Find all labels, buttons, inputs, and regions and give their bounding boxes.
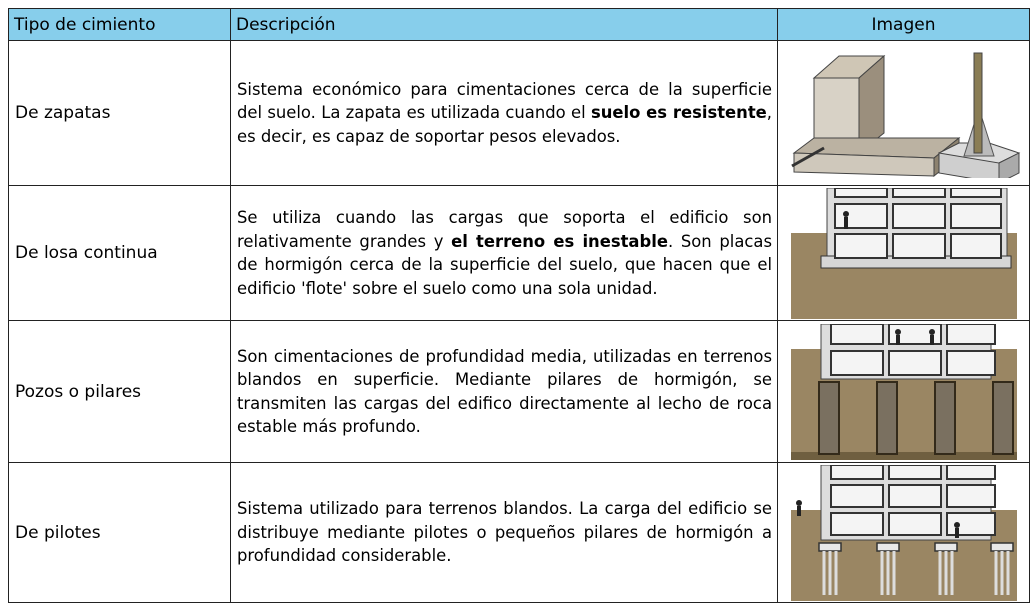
table-row [9, 41, 1030, 186]
desc-text: , es decir, es capaz de soportar pesos elevados. [237, 103, 772, 146]
table-row [9, 186, 1030, 321]
foundation-type: Pozos o pilares [9, 321, 231, 463]
header-type: Tipo de cimiento [9, 9, 231, 41]
table-row [9, 463, 1030, 603]
foundation-description [231, 41, 778, 186]
table-header-row [9, 9, 1030, 41]
desc-bold: suelo es resistente [590, 103, 767, 123]
table-row [9, 321, 1030, 463]
piles-illustration [778, 463, 1030, 603]
foundation-type: De pilotes [9, 463, 231, 603]
desc-text: Sistema económico para cimentaciones cerca de la superficie del suelo. La zapata es utilizada cuando el [237, 79, 772, 123]
desc-text: . Son placas de hormigón cerca de la superficie del suelo, que hacen que el edificio 'flote' sobre el suelo como una sola unidad. [237, 231, 772, 298]
header-image: Imagen [778, 9, 1030, 41]
desc-text: Se utiliza cuando las cargas que soporta el edificio son relativamente grandes y [237, 208, 772, 251]
foundation-description [231, 186, 778, 321]
foundation-type: De zapatas [9, 41, 231, 186]
desc-bold: el terreno es inestable [451, 231, 668, 251]
foundation-description: Son cimentaciones de profundidad media, utilizadas en terrenos blandos en superficie. Mediante pilares de hormigón, se transmiten las cargas del edifico directamente al lecho de roca estable más profundo. [231, 321, 778, 463]
foundation-types-table [8, 8, 1030, 603]
slab-illustration [778, 186, 1030, 321]
foundation-type: De losa continua [9, 186, 231, 321]
pillars-illustration [778, 321, 1030, 463]
header-description: Descripción [231, 9, 778, 41]
foundation-description: Sistema utilizado para terrenos blandos. La carga del edificio se distribuye mediante pilotes o pequeños pilares de hormigón a profundidad considerable. [231, 463, 778, 603]
footing-illustration [778, 41, 1030, 186]
